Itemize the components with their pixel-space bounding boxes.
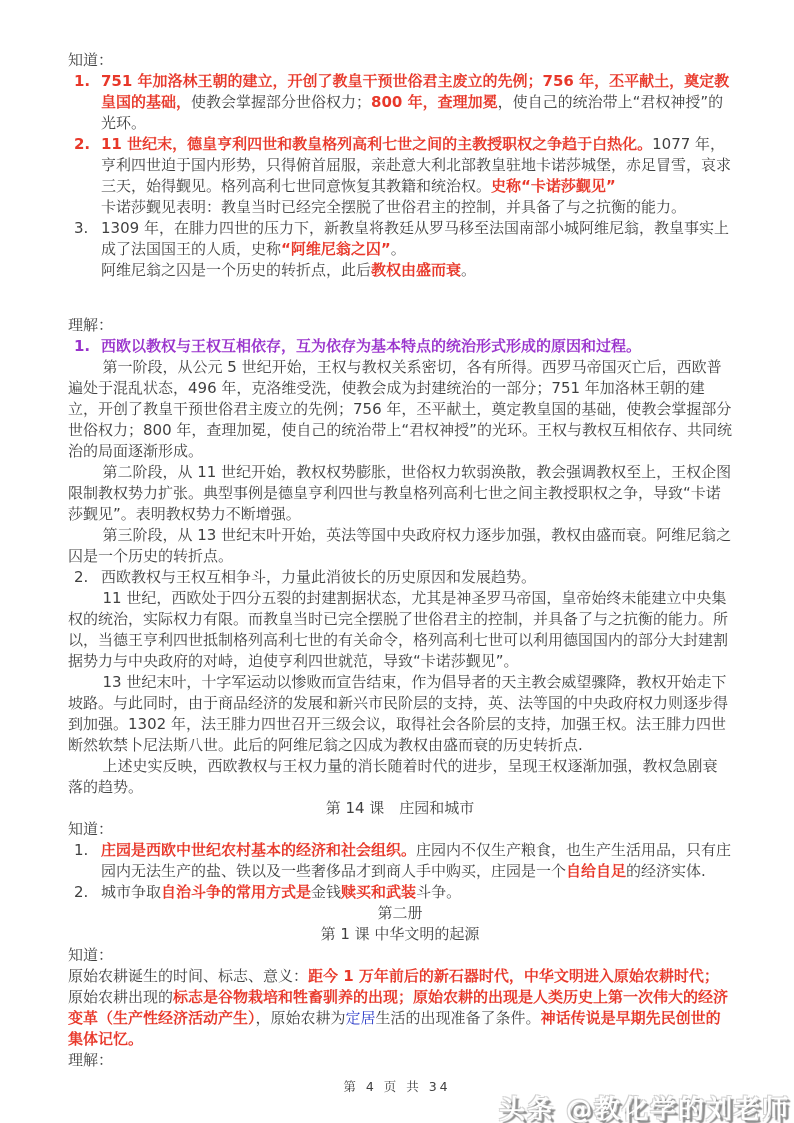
text-segment: 原始农耕诞生的时间、标志、意义： bbox=[68, 967, 309, 985]
document-body bbox=[68, 50, 732, 1071]
center-heading: 第 1 课 中华文明的起源 bbox=[320, 925, 480, 943]
text-segment: 。 bbox=[461, 261, 477, 279]
center-heading: 第 14 课 庄园和城市 bbox=[325, 799, 475, 817]
text-segment: 751 年加洛林王朝的建立，开创了教皇干预世俗君主废立的先例；756 年，丕平献土，奠定教皇国的基础， bbox=[101, 72, 730, 111]
list-item bbox=[68, 567, 732, 588]
text-segment: 卡诺莎觐见表明：教皇当时已经完全摆脱了世俗君主的控制，并具备了与之抗衡的能力。 bbox=[101, 198, 687, 216]
paragraph bbox=[68, 672, 732, 756]
section-label: 知道： bbox=[68, 51, 114, 69]
item-number: 1. bbox=[74, 72, 91, 90]
text-segment: 神话传说是早期先民创世的集体记忆。 bbox=[68, 1009, 721, 1048]
text-segment: 1309 年，在腓力四世的压力下，新教皇将教廷从罗马移至法国南部小城阿维尼翁，教皇事实上成了法国国王的人质，史称 bbox=[101, 219, 729, 258]
item-number: 1. bbox=[74, 337, 91, 355]
page-number-indicator: 第 4 页 共 34 bbox=[343, 1079, 451, 1094]
item-number: 1. bbox=[74, 841, 89, 859]
text-segment: 上述史实反映，西欧教权与王权力量的消长随着时代的进步，呈现王权逐渐加强，教权急剧衰落的趋势。 bbox=[68, 757, 718, 796]
list-item bbox=[68, 882, 732, 903]
item-number: 3. bbox=[74, 219, 89, 237]
text-segment: 自给自足 bbox=[566, 862, 627, 880]
item-number: 2. bbox=[74, 568, 89, 586]
section-label: 理解： bbox=[68, 1051, 114, 1069]
text-segment: 800 年，查理加冕 bbox=[371, 93, 498, 111]
list-continuation bbox=[68, 197, 732, 218]
watermark: 头条 @教化学的刘老师 bbox=[498, 1095, 790, 1123]
text-segment: 斗争。 bbox=[416, 883, 462, 901]
text-segment: ，原始农耕为 bbox=[255, 1009, 346, 1027]
text-segment: 第一阶段，从公元 5 世纪开始，王权与教权关系密切，各有所得。西罗马帝国灭亡后，西欧普遍处于混乱状态，496 年，克洛维受洗，使教会成为封建统治的一部分；751 年加洛林王朝的建立，开创了教皇干预世俗君主废立的先例；756 年，丕平献土，奠定教皇国的基础，使教会掌握部分世俗权力；800 年，查理加冕，使自己的统治带上“君权神授”的光环。王权与教权互相依存、共同统治的局面逐渐形成。 bbox=[68, 358, 732, 460]
paragraph bbox=[68, 966, 732, 1050]
section-label: 知道： bbox=[68, 820, 114, 838]
text-segment: 11 世纪，西欧处于四分五裂的封建割据状态，尤其是神圣罗马帝国，皇帝始终未能建立中央集权的统治，实际权力有限。而教皇当时已完全摆脱了世俗君主的控制，并具备了与之抗衡的能力。所以，当德王亨利四世抵制格列高利七世的有关命令，格列高利七世可以利用德国国内的部分大封建割据势力与中央政府的对峙，迫使亨利四世就范，导致“卡诺莎觐见”。 bbox=[68, 589, 729, 670]
text-segment: 阿维尼翁之囚是一个历史的转折点，此后 bbox=[101, 261, 372, 279]
text-segment: 11 世纪末，德皇亨利四世和教皇格列高利七世之间的主教授职权之争趋于白热化。 bbox=[101, 135, 653, 153]
text-segment: 距今 1 万年前后的新石器时代，中华文明进入原始农耕时代； bbox=[308, 967, 719, 985]
item-number: 2. bbox=[74, 135, 91, 153]
text-segment: 第二阶段，从 11 世纪开始，教权权势膨胀，世俗权力软弱涣散，教会强调教权至上，王权企图限制教权势力扩张。典型事例是德皇亨利四世与教皇格列高利七世之间主教授职权之争，导致“卡诺莎觐见”。表明教权势力不断增强。 bbox=[68, 463, 732, 523]
text-segment: 庄园内不仅生产粮食，也生产生活用品，只有庄园内无法生产的盐、铁以及一些奢侈品才到商人手中购买，庄园是一个 bbox=[101, 841, 732, 880]
text-segment: 13 世纪末叶，十字军运动以惨败而宣告结束，作为倡导者的天主教会威望骤降，教权开始走下坡路。与此同时，由于商品经济的发展和新兴市民阶层的支持，英、法等国的中央政府权力则逐步得到加强。1302 年，法王腓力四世召开三级会议，取得社会各阶层的支持，加强王权。法王腓力四世断然软禁卜尼法斯八世。此后的阿维尼翁之囚成为教权由盛而衰的历史转折点. bbox=[68, 673, 729, 754]
text-segment: 赎买和武装 bbox=[341, 883, 417, 901]
center-heading: 第二册 bbox=[377, 904, 423, 922]
paragraph bbox=[68, 588, 732, 672]
text-segment: 。 bbox=[390, 240, 406, 258]
list-item bbox=[68, 840, 732, 882]
section-label: 知道： bbox=[68, 946, 114, 964]
text-segment: 标志是谷物栽培和牲畜驯养的出现；原始农耕的出现是人类历史上第一次伟大的经济变革（生产性经济活动产生） bbox=[68, 988, 729, 1027]
list-item bbox=[68, 218, 732, 260]
text-segment: 西欧以教权与王权互相依存，互为依存为基本特点的统治形式形成的原因和过程。 bbox=[101, 337, 642, 355]
text-segment: “阿维尼翁之囚” bbox=[281, 240, 391, 258]
text-segment: 原始农耕出现的 bbox=[68, 988, 174, 1006]
list-item bbox=[68, 336, 732, 357]
list-item bbox=[68, 71, 732, 134]
text-segment: 1077 年，亨利四世迫于国内形势，只得俯首屈服，亲赴意大利北部教皇驻地卡诺莎城堡，赤足冒雪，哀求三天，始得觐见。格列高利七世同意恢复其教籍和统治权。 bbox=[101, 135, 732, 195]
paragraph bbox=[68, 357, 732, 462]
item-number: 2. bbox=[74, 883, 89, 901]
list-continuation bbox=[68, 260, 732, 281]
text-segment: 教权由盛而衰 bbox=[371, 261, 462, 279]
text-segment: 金钱 bbox=[311, 883, 342, 901]
text-segment: 西欧教权与王权互相争斗，力量此消彼长的历史原因和发展趋势。 bbox=[101, 568, 537, 586]
section-label: 理解： bbox=[68, 316, 114, 334]
text-segment: 生活的出现准备了条件。 bbox=[375, 1009, 541, 1027]
text-segment: 的经济实体. bbox=[626, 862, 706, 880]
text-segment: 定居 bbox=[345, 1009, 376, 1027]
paragraph bbox=[68, 525, 732, 567]
text-segment: ，使自己的统治带上“君权神授”的光环。 bbox=[101, 93, 724, 132]
spacer bbox=[68, 281, 732, 315]
text-segment: 庄园是西欧中世纪农村基本的经济和社会组织。 bbox=[101, 841, 417, 859]
list-item bbox=[68, 134, 732, 197]
text-segment: 城市争取 bbox=[101, 883, 162, 901]
text-segment: 使教会掌握部分世俗权力； bbox=[191, 93, 372, 111]
text-segment: 史称“卡诺莎觐见” bbox=[491, 177, 616, 195]
text-segment: 第三阶段，从 13 世纪末叶开始，英法等国中央政府权力逐步加强，教权由盛而衰。阿维尼翁之囚是一个历史的转折点。 bbox=[68, 526, 732, 565]
text-segment: 自治斗争的常用方式是 bbox=[161, 883, 312, 901]
paragraph bbox=[68, 756, 732, 798]
paragraph bbox=[68, 462, 732, 525]
